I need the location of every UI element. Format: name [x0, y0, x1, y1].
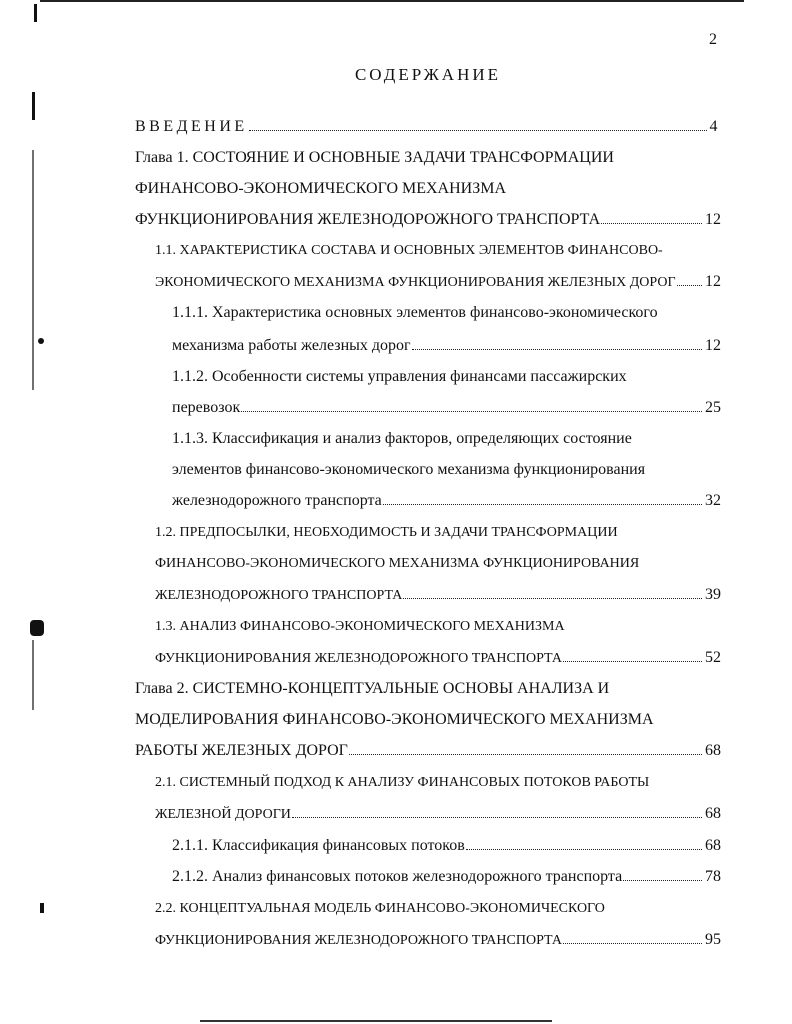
page-ref: 12 [705, 273, 721, 290]
page-ref: 12 [705, 211, 721, 228]
dot-leader [563, 928, 702, 944]
scan-bottom-edge [200, 1020, 552, 1022]
toc-entry-subsection-2-1-2[interactable]: 2.1.2. Анализ финансовых потоков железнодорожного транспорта 78 [172, 864, 721, 890]
dot-leader [403, 583, 702, 599]
toc-entry-section-1-2-cont: ФИНАНСОВО-ЭКОНОМИЧЕСКОГО МЕХАНИЗМА ФУНКЦИОНИРОВАНИЯ [155, 556, 640, 571]
page-ref: 78 [705, 868, 721, 885]
toc-entry-subsection-1-1-1[interactable]: 1.1.1. Характеристика основных элементов финансово-экономического [172, 304, 658, 321]
page-number: 2 [709, 31, 717, 48]
page-ref: 95 [705, 931, 721, 948]
scan-artifact [32, 150, 34, 390]
dot-leader [677, 270, 702, 286]
dot-leader [466, 834, 702, 850]
scan-artifact [34, 4, 37, 22]
page-ref: 68 [705, 837, 721, 854]
dot-leader [623, 865, 702, 881]
toc-entry-section-2-1-cont: ЖЕЛЕЗНОЙ ДОРОГИ 68 [155, 801, 721, 827]
toc-entry-chapter-2-cont: РАБОТЫ ЖЕЛЕЗНЫХ ДОРОГ 68 [135, 738, 721, 764]
page-ref: 52 [705, 649, 721, 666]
toc-entry-subsection-1-1-3[interactable]: 1.1.3. Классификация и анализ факторов, определяющих состояние [172, 430, 632, 447]
page-ref: 4 [709, 118, 721, 135]
dot-leader [241, 396, 702, 412]
dot-leader [249, 115, 707, 131]
page-ref: 25 [705, 399, 721, 416]
dot-leader [563, 646, 702, 662]
toc-entry-section-1-1[interactable]: 1.1. ХАРАКТЕРИСТИКА СОСТАВА И ОСНОВНЫХ ЭЛЕМЕНТОВ ФИНАНСОВО- [155, 243, 663, 258]
toc-entry-section-2-2-cont: ФУНКЦИОНИРОВАНИЯ ЖЕЛЕЗНОДОРОЖНОГО ТРАНСПОРТА 95 [155, 927, 721, 953]
toc-entry-subsection-1-1-3-cont: элементов финансово-экономического механизма функционирования [172, 461, 646, 478]
toc-entry-section-2-2[interactable]: 2.2. КОНЦЕПТУАЛЬНАЯ МОДЕЛЬ ФИНАНСОВО-ЭКОНОМИЧЕСКОГО [155, 901, 605, 916]
toc-entry-subsection-1-1-2[interactable]: 1.1.2. Особенности системы управления финансами пассажирских [172, 368, 627, 385]
dot-leader [292, 802, 702, 818]
toc-entry-chapter-2[interactable]: Глава 2. СИСТЕМНО-КОНЦЕПТУАЛЬНЫЕ ОСНОВЫ АНАЛИЗА И [135, 680, 610, 697]
toc-entry-chapter-1-cont: ФИНАНСОВО-ЭКОНОМИЧЕСКОГО МЕХАНИЗМА [135, 180, 507, 197]
dot-leader [383, 489, 702, 505]
toc-entry-subsection-1-1-2-cont: перевозок 25 [172, 395, 721, 421]
dot-leader [349, 739, 702, 755]
toc-entry-section-1-3-cont: ФУНКЦИОНИРОВАНИЯ ЖЕЛЕЗНОДОРОЖНОГО ТРАНСПОРТА 52 [155, 645, 721, 671]
page-ref: 68 [705, 805, 721, 822]
toc-entry-section-1-2[interactable]: 1.2. ПРЕДПОСЫЛКИ, НЕОБХОДИМОСТЬ И ЗАДАЧИ ТРАНСФОРМАЦИИ [155, 525, 618, 540]
toc-entry-section-1-2-cont: ЖЕЛЕЗНОДОРОЖНОГО ТРАНСПОРТА 39 [155, 582, 721, 608]
toc-entry-chapter-1-cont: ФУНКЦИОНИРОВАНИЯ ЖЕЛЕЗНОДОРОЖНОГО ТРАНСПОРТА 12 [135, 207, 721, 233]
scan-top-edge [40, 0, 744, 2]
page-ref: 68 [705, 742, 721, 759]
scan-artifact [32, 92, 35, 120]
toc-entry-subsection-1-1-1-cont: механизма работы железных дорог 12 [172, 333, 721, 359]
scan-artifact [30, 620, 44, 636]
dot-leader [412, 334, 702, 350]
toc-entry-introduction[interactable]: ВВЕДЕНИЕ 4 [135, 114, 721, 140]
page-ref: 32 [705, 492, 721, 509]
scan-artifact [38, 338, 44, 344]
scan-artifact [40, 903, 44, 913]
page-ref: 39 [705, 586, 721, 603]
toc-entry-subsection-1-1-3-cont: железнодорожного транспорта 32 [172, 488, 721, 514]
page-ref: 12 [705, 337, 721, 354]
scan-artifact [32, 640, 34, 710]
toc-title: СОДЕРЖАНИЕ [354, 65, 502, 84]
dot-leader [601, 208, 702, 224]
toc-entry-chapter-2-cont: МОДЕЛИРОВАНИЯ ФИНАНСОВО-ЭКОНОМИЧЕСКОГО МЕХАНИЗМА [135, 711, 654, 728]
toc-entry-section-2-1[interactable]: 2.1. СИСТЕМНЫЙ ПОДХОД К АНАЛИЗУ ФИНАНСОВЫХ ПОТОКОВ РАБОТЫ [155, 775, 650, 790]
toc-entry-chapter-1[interactable]: Глава 1. СОСТОЯНИЕ И ОСНОВНЫЕ ЗАДАЧИ ТРАНСФОРМАЦИИ [135, 149, 614, 166]
toc-entry-section-1-3[interactable]: 1.3. АНАЛИЗ ФИНАНСОВО-ЭКОНОМИЧЕСКОГО МЕХАНИЗМА [155, 619, 565, 634]
toc-entry-section-1-1-cont: ЭКОНОМИЧЕСКОГО МЕХАНИЗМА ФУНКЦИОНИРОВАНИЯ ЖЕЛЕЗНЫХ ДОРОГ 12 [155, 269, 721, 295]
toc-entry-subsection-2-1-1[interactable]: 2.1.1. Классификация финансовых потоков 68 [172, 833, 721, 859]
